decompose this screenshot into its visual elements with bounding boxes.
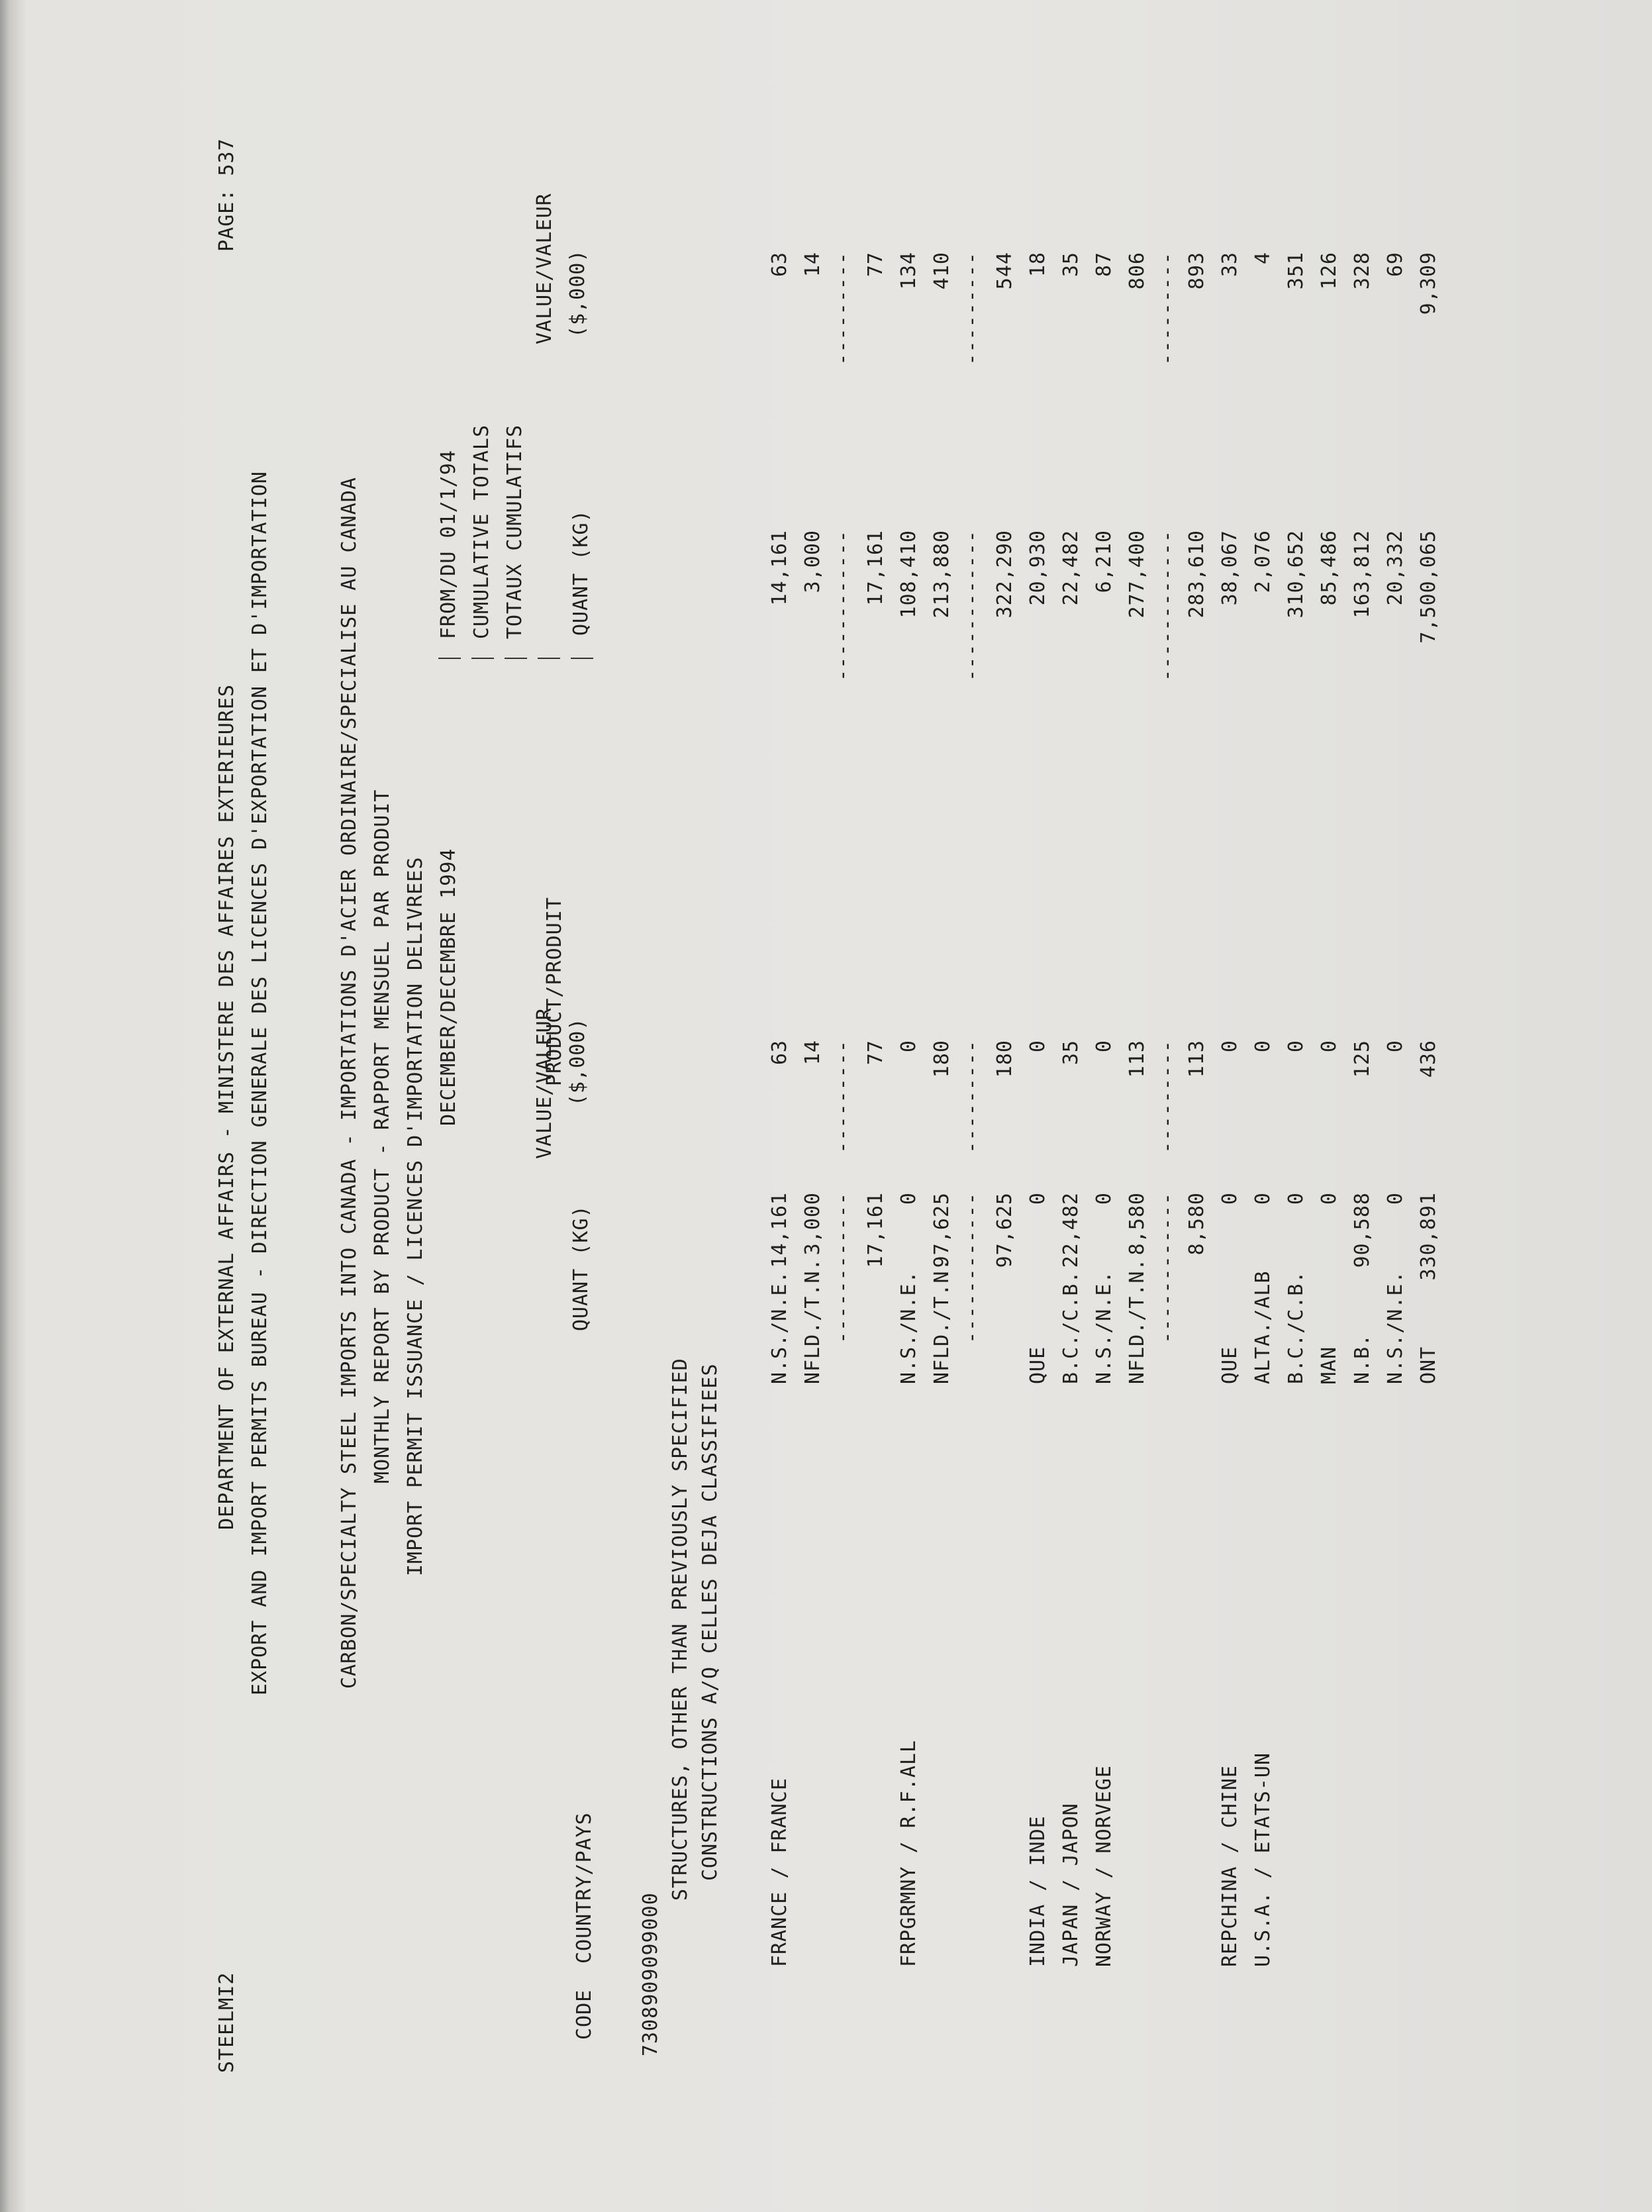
value-cell: 35	[1059, 1040, 1083, 1066]
value-cell: 0	[1251, 1040, 1275, 1053]
cumulative-value-cell: 410	[930, 252, 953, 290]
country-cell: INDIA / INDE	[1026, 1815, 1049, 1967]
value-cell: 0	[897, 1040, 920, 1053]
subtotal-separator: ------------	[960, 1192, 983, 1344]
page-number: PAGE: 537	[215, 138, 238, 252]
subtotal-separator: ------------	[831, 1192, 854, 1344]
province-cell: NFLD./T.N.	[801, 1258, 824, 1384]
cumulative-quantity-cell: 163,812	[1351, 530, 1374, 619]
quantity-cell: 14,161	[768, 1192, 791, 1268]
cumulative-quantity-cell: 38,067	[1218, 530, 1241, 606]
report-permit-line: IMPORT PERMIT ISSUANCE / LICENCES D'IMPORTATION DELIVREES	[404, 856, 427, 1576]
quantity-cell: 3,000	[801, 1192, 824, 1256]
cumulative-value-cell: 893	[1185, 252, 1208, 290]
value-cell: 436	[1417, 1040, 1440, 1078]
cumulative-quantity-cell: 3,000	[801, 530, 824, 593]
province-cell: NFLD./T.N.	[1126, 1258, 1149, 1384]
cumulative-quantity-cell: 322,290	[993, 530, 1016, 619]
quantity-cell: 0	[1318, 1192, 1341, 1205]
quantity-cell: 0	[1285, 1192, 1308, 1205]
cumulative-quantity-cell: 310,652	[1285, 530, 1308, 619]
cumulative-value-cell: 9,309	[1417, 252, 1440, 315]
product-description-en: STRUCTURES, OTHER THAN PREVIOUSLY SPECIFIED	[669, 1358, 692, 1901]
subtotal-separator: ------------	[1155, 530, 1179, 681]
report-id: STEELMI2	[215, 1972, 238, 2073]
value-cell: 125	[1351, 1040, 1374, 1078]
quantity-cell: 90,588	[1351, 1192, 1374, 1268]
product-code: 7308909099000	[639, 1892, 662, 2056]
cumulative-quantity-cell: 7,500,065	[1417, 530, 1440, 644]
value-cell: 77	[864, 1040, 887, 1066]
cumulative-quantity-cell: 85,486	[1318, 530, 1341, 606]
subtotal-separator: ---------	[960, 252, 983, 366]
province-cell: N.S./N.E.	[897, 1270, 920, 1384]
cumulative-value-cell: 14	[801, 252, 824, 277]
province-cell: N.S./N.E.	[1093, 1270, 1116, 1384]
quantity-cell: 8,580	[1126, 1192, 1149, 1256]
cumulative-value-cell: 328	[1351, 252, 1374, 290]
quantity-cell: 97,625	[993, 1192, 1016, 1268]
province-cell: B.C./C.B.	[1059, 1270, 1083, 1384]
cumulative-value-cell: 63	[768, 252, 791, 277]
cumulative-value-cell: 351	[1285, 252, 1308, 290]
cumulative-quantity-cell: 283,610	[1185, 530, 1208, 619]
province-cell: N.B.	[1351, 1333, 1374, 1384]
value-cell: 0	[1026, 1040, 1049, 1053]
country-cell: REPCHINA / CHINE	[1218, 1765, 1241, 1967]
cumulative-totals-en: CUMULATIVE TOTALS	[470, 424, 493, 639]
country-cell: FRPGRMNY / R.F.ALL	[897, 1739, 920, 1967]
quantity-cell: 17,161	[864, 1192, 887, 1268]
cumulative-quantity-cell: 213,880	[930, 530, 953, 619]
quantity-cell: 97,625	[930, 1192, 953, 1268]
quantity-cell: 0	[1251, 1192, 1275, 1205]
cumulative-quantity-cell: 22,482	[1059, 530, 1083, 606]
cumulative-quantity-cell: 6,210	[1093, 530, 1116, 593]
cumulative-value-cell: 35	[1059, 252, 1083, 277]
subtotal-separator: ------------	[1155, 1192, 1179, 1344]
quantity-cell: 330,891	[1417, 1192, 1440, 1281]
province-cell: QUE	[1026, 1346, 1049, 1384]
bureau-line: EXPORT AND IMPORT PERMITS BUREAU - DIRECTION GENERALE DES LICENCES D'EXPORTATION ET D'IMPORTATION	[248, 471, 271, 1695]
subtotal-separator: ---------	[1155, 1040, 1179, 1154]
cumulative-quantity-cell: 17,161	[864, 530, 887, 606]
value-cell: 0	[1384, 1040, 1407, 1053]
report-page	[106, 73, 1530, 2166]
subtotal-separator: ------------	[960, 530, 983, 681]
department-line: DEPARTMENT OF EXTERNAL AFFAIRS - MINISTERE DES AFFAIRES EXTERIEURES	[215, 683, 238, 1530]
country-cell: FRANCE / FRANCE	[768, 1778, 791, 1967]
subtotal-separator: ------------	[831, 530, 854, 681]
value-cell: 113	[1126, 1040, 1149, 1078]
quantity-cell: 0	[1384, 1192, 1407, 1205]
cumulative-value-cell: 77	[864, 252, 887, 277]
cumulative-value-cell: 18	[1026, 252, 1049, 277]
cumulative-quantity-cell: 14,161	[768, 530, 791, 606]
cumulative-quantity-cell: 277,400	[1126, 530, 1149, 619]
value-header: VALUE/VALEUR	[533, 1007, 556, 1159]
value-cell: 180	[930, 1040, 953, 1078]
cumulative-totals-fr: TOTAUX CUMULATIFS	[503, 424, 526, 639]
cumulative-value-cell: 69	[1384, 252, 1407, 277]
quantity-cell: 0	[1218, 1192, 1241, 1205]
quantity-cell: 0	[1026, 1192, 1049, 1205]
province-cell: MAN	[1318, 1346, 1341, 1384]
quantity-cell: 22,482	[1059, 1192, 1083, 1268]
country-cell: U.S.A. / ETATS-UN	[1251, 1752, 1275, 1967]
report-period: DECEMBER/DECEMBRE 1994	[437, 848, 460, 1126]
country-cell: NORWAY / NORVEGE	[1093, 1765, 1116, 1967]
cumulative-quantity-cell: 20,332	[1384, 530, 1407, 606]
cumulative-quantity-cell: 20,930	[1026, 530, 1049, 606]
subtotal-separator: ---------	[1155, 252, 1179, 366]
cumulative-quantity-cell: 108,410	[897, 530, 920, 619]
value-cell: 63	[768, 1040, 791, 1066]
province-cell: N.S./N.E.	[768, 1270, 791, 1384]
data-table	[106, 73, 1530, 2166]
cumulative-value-cell: 544	[993, 252, 1016, 290]
report-title: CARBON/SPECIALTY STEEL IMPORTS INTO CANADA - IMPORTATIONS D'ACIER ORDINAIRE/SPECIALISE AU CANADA	[338, 477, 361, 1689]
cumulative-from: FROM/DU 01/1/94	[437, 450, 460, 639]
value-cell: 0	[1218, 1040, 1241, 1053]
subtotal-separator: ---------	[831, 1040, 854, 1154]
cumulative-value-cell: 87	[1093, 252, 1116, 277]
province-cell: ONT	[1417, 1346, 1440, 1384]
cumulative-value-cell: 134	[897, 252, 920, 290]
cumulative-value-cell: 33	[1218, 252, 1241, 277]
value-cell: 14	[801, 1040, 824, 1066]
cumulative-value-cell: 4	[1251, 252, 1275, 265]
quantity-cell: 0	[897, 1192, 920, 1205]
province-cell: N.S./N.E.	[1384, 1270, 1407, 1384]
cumulative-value-cell: 126	[1318, 252, 1341, 290]
cumulative-quantity-cell: 2,076	[1251, 530, 1275, 593]
code-header: CODE	[573, 1989, 596, 2040]
product-description-fr: CONSTRUCTIONS A/Q CELLES DEJA CLASSIFIEES	[699, 1363, 722, 1881]
value-cell: 0	[1285, 1040, 1308, 1053]
subtotal-separator: ---------	[960, 1040, 983, 1154]
value-cell: 0	[1318, 1040, 1341, 1053]
value-cell: 113	[1185, 1040, 1208, 1078]
cumulative-value-header: VALUE/VALEUR	[533, 193, 556, 344]
cumulative-quantity-header: QUANT (KG)	[569, 509, 593, 636]
province-cell: QUE	[1218, 1346, 1241, 1384]
product-header: PRODUCT/PRODUIT	[543, 897, 566, 1086]
country-cell: JAPAN / JAPON	[1059, 1803, 1083, 1967]
quantity-cell: 8,580	[1185, 1192, 1208, 1256]
value-cell: 0	[1093, 1040, 1116, 1053]
province-cell: B.C./C.B.	[1285, 1270, 1308, 1384]
cumulative-value-cell: 806	[1126, 252, 1149, 290]
province-cell: NFLD./T.N.	[930, 1258, 953, 1384]
subtotal-separator: ---------	[831, 252, 854, 366]
country-header: COUNTRY/PAYS	[573, 1812, 596, 1964]
quantity-cell: 0	[1093, 1192, 1116, 1205]
province-cell: ALTA./ALB	[1251, 1270, 1275, 1384]
quantity-header: QUANT (KG)	[569, 1205, 593, 1331]
cumulative-value-units-header: ($,000)	[566, 249, 589, 338]
value-units-header: ($,000)	[566, 1017, 589, 1106]
report-subtitle: MONTHLY REPORT BY PRODUCT - RAPPORT MENSUEL PAR PRODUIT	[371, 789, 394, 1483]
value-cell: 180	[993, 1040, 1016, 1078]
